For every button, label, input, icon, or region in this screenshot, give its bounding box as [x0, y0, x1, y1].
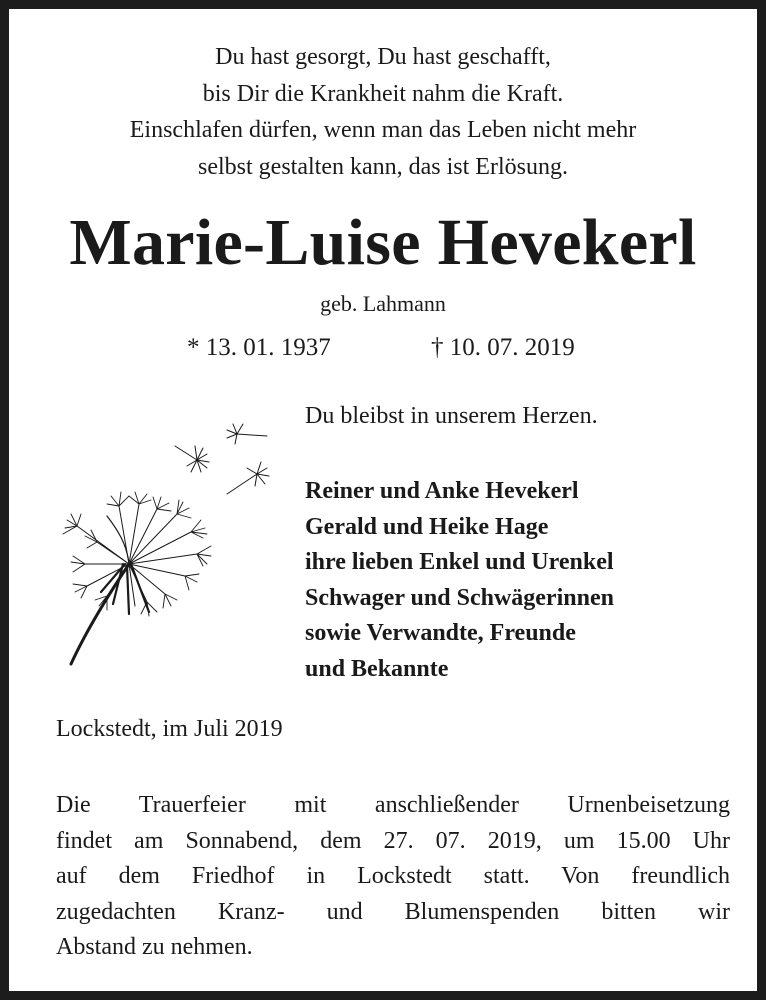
funeral-line: Die Trauerfeier mit anschließender Urnenbeisetzung — [56, 792, 730, 818]
mourner-line: Schwager und Schwägerinnen — [305, 584, 614, 611]
place-and-date: Lockstedt, im Juli 2019 — [56, 716, 283, 742]
mourners-list — [305, 474, 614, 687]
funeral-line: findet am Sonnabend, dem 27. 07. 2019, um 15.00 Uhr — [56, 827, 730, 854]
mourner-line: ihre lieben Enkel und Urenkel — [305, 549, 614, 575]
death-date: † 10. 07. 2019 — [431, 334, 575, 361]
maiden-name: geb. Lahmann — [320, 291, 446, 316]
mourner-line: sowie Verwandte, Freunde — [305, 620, 576, 646]
mourner-line: Gerald und Heike Hage — [305, 513, 549, 540]
funeral-line: auf dem Friedhof in Lockstedt statt. Von freundlich — [56, 863, 730, 889]
deceased-name: Marie-Luise Hevekerl — [69, 206, 697, 279]
poem — [29, 39, 737, 185]
dandelion-illustration-icon — [57, 414, 282, 669]
mourner-line: und Bekannte — [305, 655, 449, 682]
funeral-notice — [56, 788, 730, 966]
remembrance-line: Du bleibst in unserem Herzen. — [305, 403, 598, 429]
funeral-line: zugedachten Kranz- und Blumenspenden bitten wir — [56, 898, 730, 925]
poem-line: Einschlafen dürfen, wenn man das Leben nicht mehr — [129, 117, 637, 143]
poem-line: bis Dir die Krankheit nahm die Kraft. — [202, 80, 564, 107]
birth-date: * 13. 01. 1937 — [187, 334, 331, 361]
mourner-line: Reiner und Anke Hevekerl — [305, 478, 579, 504]
funeral-line: Abstand zu nehmen. — [56, 934, 253, 960]
poem-line: selbst gestalten kann, das ist Erlösung. — [198, 153, 568, 180]
poem-line: Du hast gesorgt, Du hast geschafft, — [215, 44, 551, 70]
